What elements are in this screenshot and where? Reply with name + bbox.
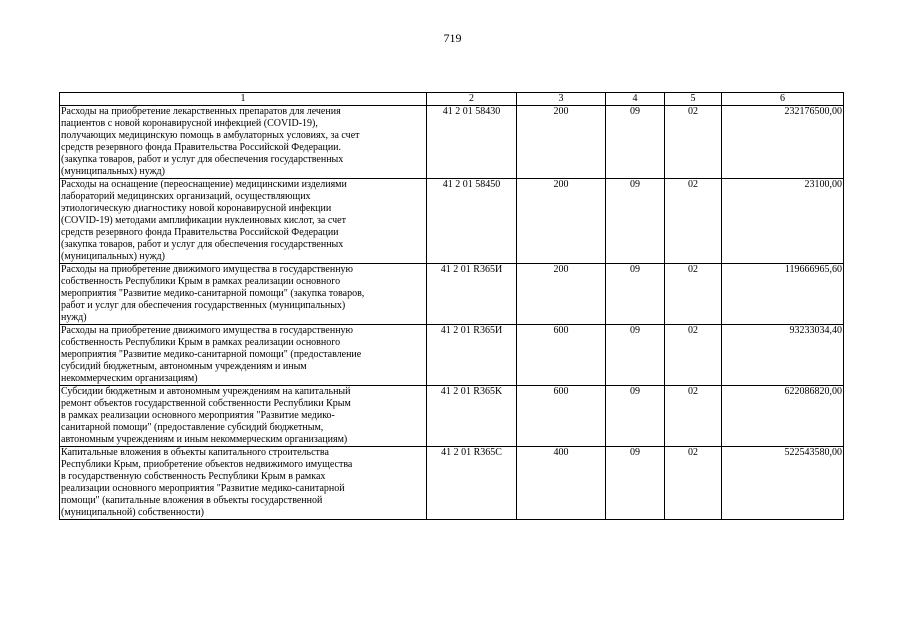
- column-header-2: 2: [427, 93, 517, 106]
- row-target-code: 41 2 01 R365C: [427, 447, 517, 520]
- table-row: [60, 386, 844, 447]
- table-row: [60, 447, 844, 520]
- column-header-3: 3: [517, 93, 606, 106]
- row-target-code: 41 2 01 R365И: [427, 264, 517, 325]
- row-subsection: 02: [665, 325, 722, 386]
- row-target-code: 41 2 01 R365И: [427, 325, 517, 386]
- table-row: [60, 264, 844, 325]
- row-subsection: 02: [665, 447, 722, 520]
- row-subsection: 02: [665, 179, 722, 264]
- row-expense-type: 200: [517, 179, 606, 264]
- row-section: 09: [606, 447, 665, 520]
- row-target-code: 41 2 01 58450: [427, 179, 517, 264]
- row-subsection: 02: [665, 386, 722, 447]
- row-description: Расходы на оснащение (переоснащение) медицинскими изделиями лабораторий медицинских организаций, осуществляющих этиологическую диагностику новой коронавирусной инфекции (COVID-19) методами амплификации нуклеиновых кислот, за счет средств резервного фонда Правительства Российской Федерации (закупка товаров, работ и услуг для обеспечения государственных (муниципальных) нужд): [60, 179, 427, 264]
- row-amount: 23100,00: [722, 179, 844, 264]
- row-expense-type: 600: [517, 325, 606, 386]
- row-amount: 522543580,00: [722, 447, 844, 520]
- row-amount: 119666965,60: [722, 264, 844, 325]
- row-section: 09: [606, 264, 665, 325]
- row-target-code: 41 2 01 58430: [427, 106, 517, 179]
- budget-table: [59, 92, 844, 520]
- row-description: Капитальные вложения в объекты капитального строительства Республики Крым, приобретение объектов недвижимого имущества в государственную собственность Республики Крым в рамках реализации основного мероприятия "Развитие медико-санитарной помощи" (капитальные вложения в объекты государственной (муниципальной) собственности): [60, 447, 427, 520]
- row-amount: 232176500,00: [722, 106, 844, 179]
- row-section: 09: [606, 325, 665, 386]
- row-section: 09: [606, 106, 665, 179]
- table-row: [60, 179, 844, 264]
- header-row: [60, 93, 844, 106]
- column-header-4: 4: [606, 93, 665, 106]
- row-amount: 93233034,40: [722, 325, 844, 386]
- row-amount: 622086820,00: [722, 386, 844, 447]
- row-section: 09: [606, 179, 665, 264]
- page-number: 719: [443, 31, 462, 45]
- column-header-6: 6: [722, 93, 844, 106]
- row-subsection: 02: [665, 106, 722, 179]
- table-row: [60, 325, 844, 386]
- row-description: Расходы на приобретение лекарственных препаратов для лечения пациентов с новой коронавирусной инфекцией (COVID-19), получающих медицинскую помощь в амбулаторных условиях, за счет средств резервного фонда Правительства Российской Федерации. (закупка товаров, работ и услуг для обеспечения государственных (муниципальных) нужд): [60, 106, 427, 179]
- row-description: Расходы на приобретение движимого имущества в государственную собственность Республики Крым в рамках реализации основного мероприятия "Развитие медико-санитарной помощи" (предоставление субсидий бюджетным, автономным учреждениям и иным некоммерческим организациям): [60, 325, 427, 386]
- table-row: [60, 106, 844, 179]
- row-subsection: 02: [665, 264, 722, 325]
- column-header-1: 1: [60, 93, 427, 106]
- row-description: Субсидии бюджетным и автономным учреждениям на капитальный ремонт объектов государственной собственности Республики Крым в рамках реализации основного мероприятия "Развитие медико- санитарной помощи" (предоставление субсидий бюджетным, автономным учреждениям и иным некоммерческим организациям): [60, 386, 427, 447]
- column-header-5: 5: [665, 93, 722, 106]
- row-description: Расходы на приобретение движимого имущества в государственную собственность Республики Крым в рамках реализации основного мероприятия "Развитие медико-санитарной помощи" (закупка товаров, работ и услуг для обеспечения государственных (муниципальных) нужд): [60, 264, 427, 325]
- row-expense-type: 200: [517, 264, 606, 325]
- row-section: 09: [606, 386, 665, 447]
- row-expense-type: 200: [517, 106, 606, 179]
- row-expense-type: 400: [517, 447, 606, 520]
- row-target-code: 41 2 01 R365K: [427, 386, 517, 447]
- row-expense-type: 600: [517, 386, 606, 447]
